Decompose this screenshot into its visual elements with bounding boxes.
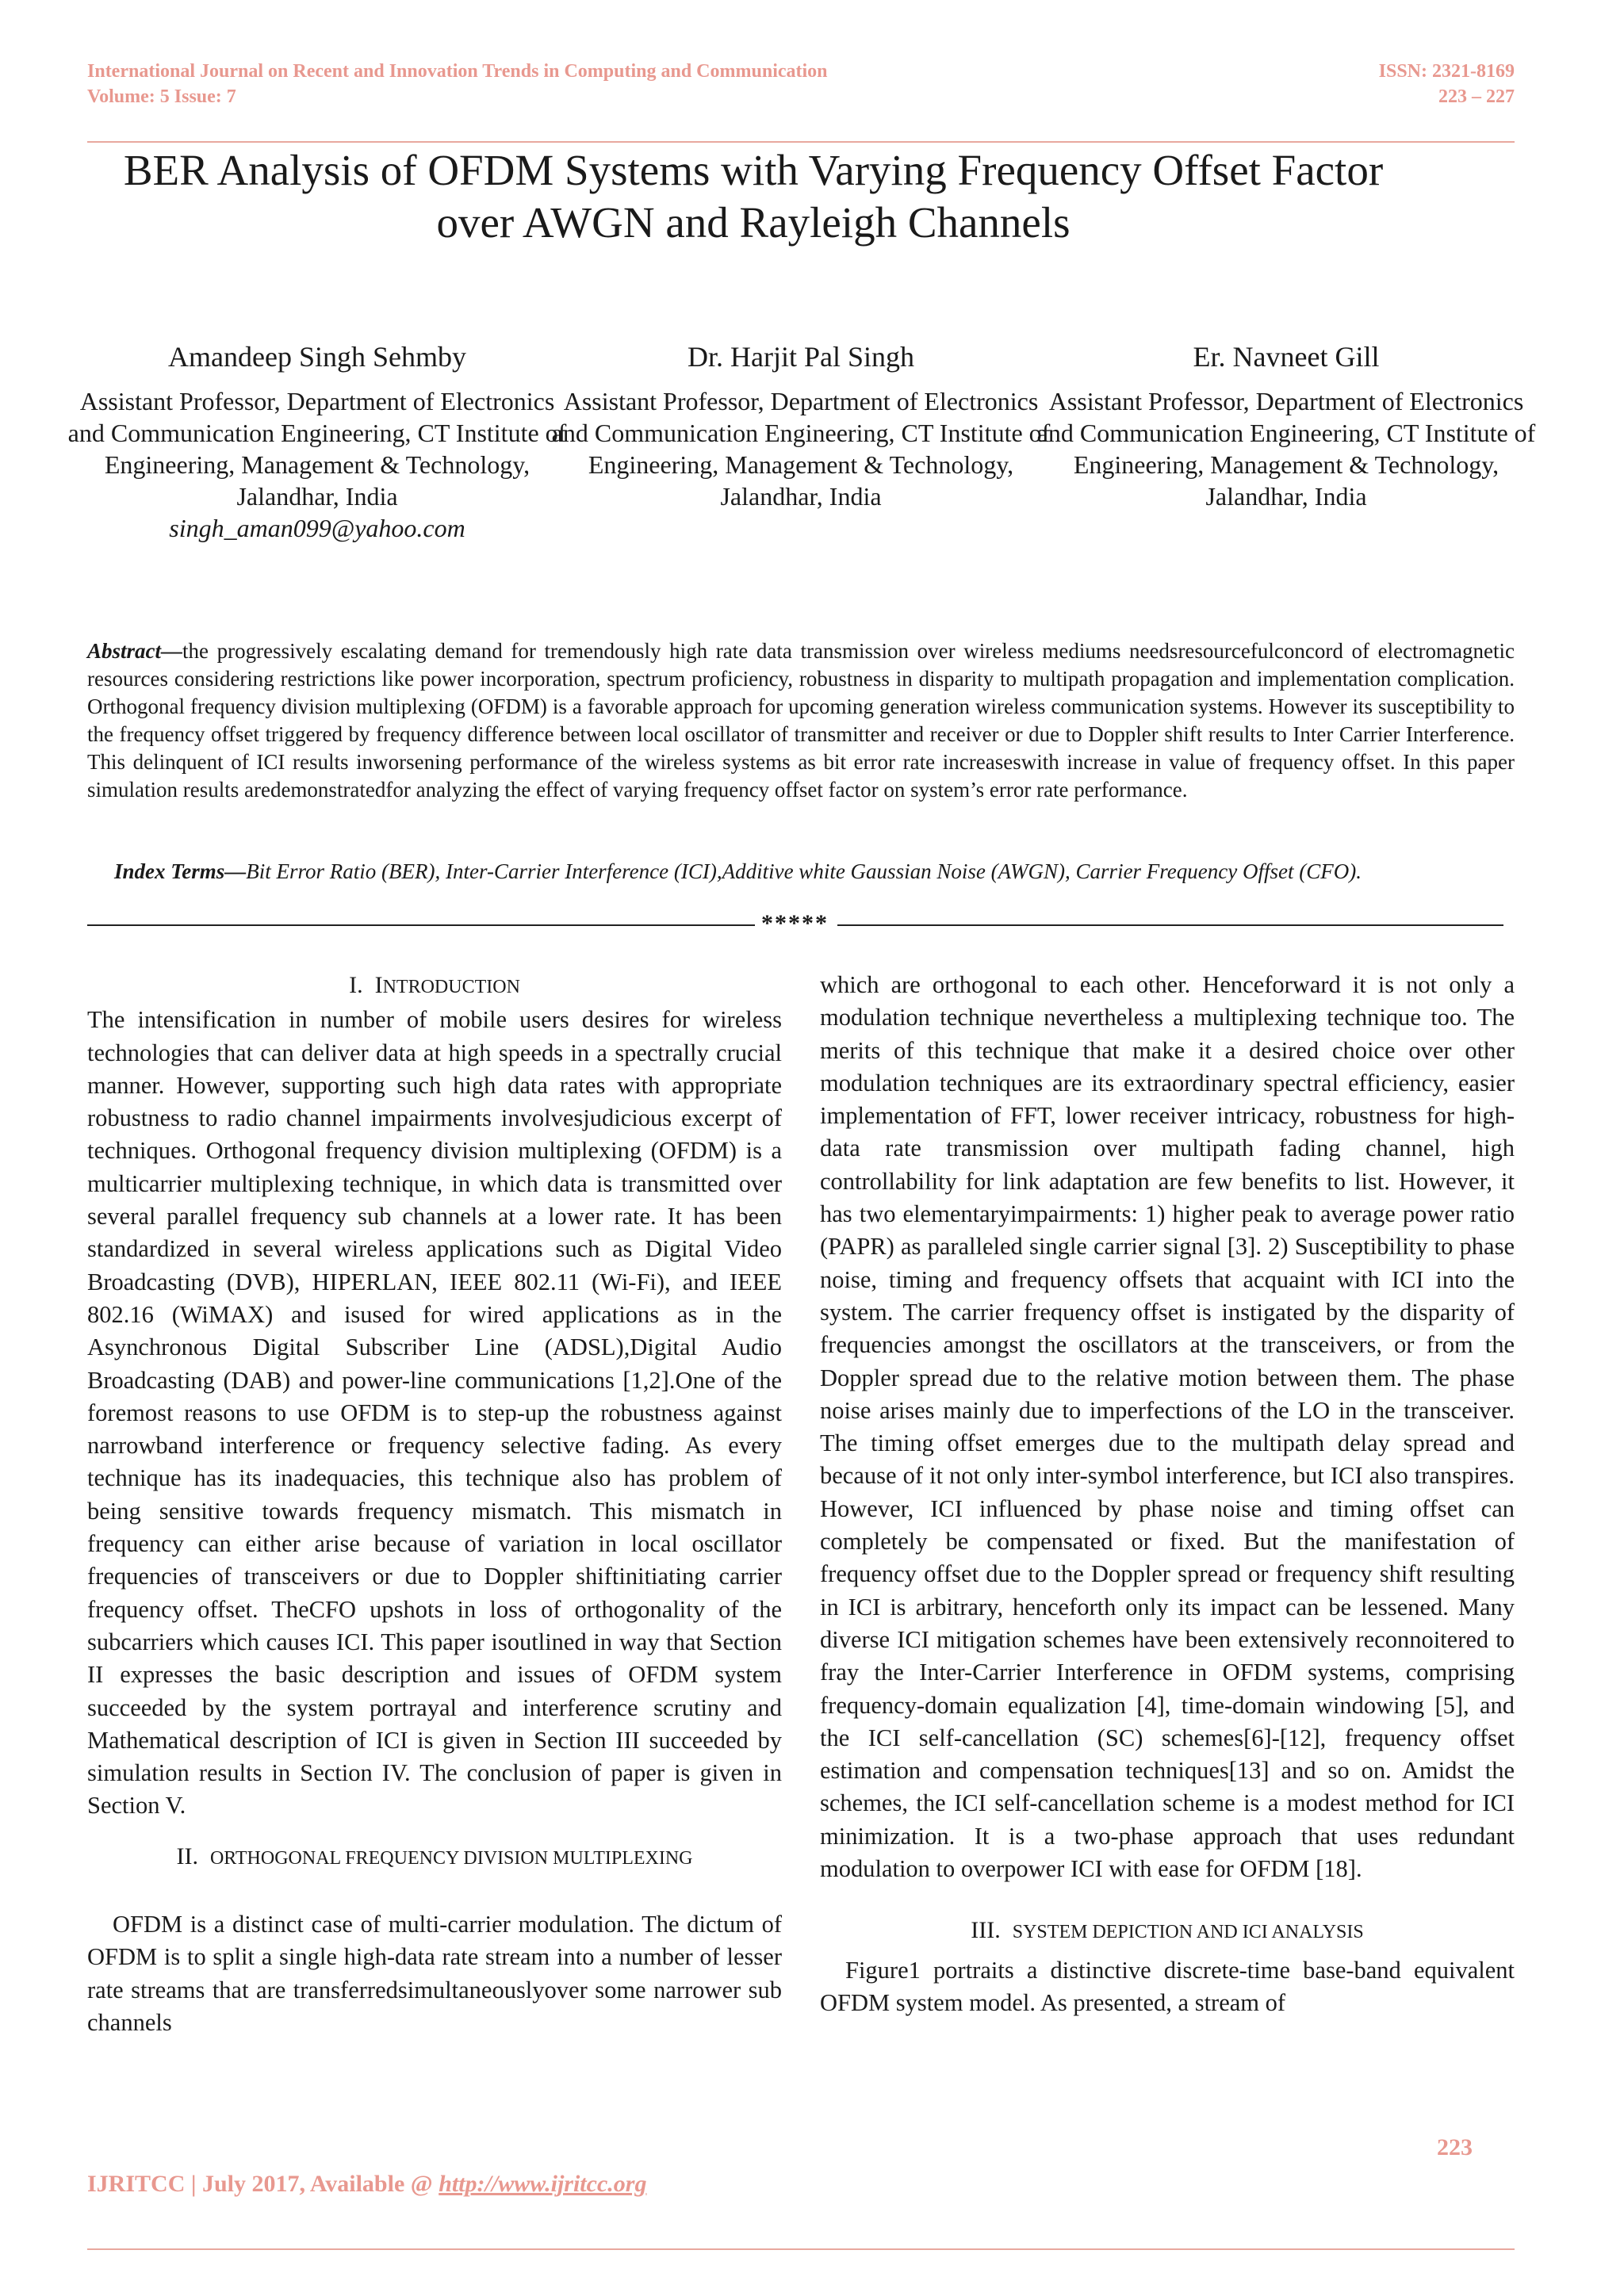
section-title-initial: I [374, 972, 383, 998]
separator-rule-right [837, 924, 1503, 926]
journal-volume: Volume: 5 Issue: 7 [87, 86, 236, 107]
author-name: Dr. Harjit Pal Singh [688, 341, 914, 373]
section-title: ORTHOGONAL FREQUENCY DIVISION MULTIPLEXING [209, 1847, 693, 1869]
abstract-text: the progressively escalating demand for tremendously high rate data transmission over wireless mediums needsresourcefulconcord of electromagnetic resources considering restrictions like power incorporation, spectrum proficiency, robustness in disparity to multipath propagation and implementation complication. Orthogonal frequency division multiplexing (OFDM) is a favorable approach for upcoming generation wireless communication systems. However its susceptibility to the frequency offset triggered by frequency difference between local oscillator of transmitter and receiver or due to Doppler shift results to Inter Carrier Interference. This delinquent of ICI results inworsening performance of the wireless systems as bit error rate increaseswith increase in value of frequency offset. In this paper simulation results aredemonstratedfor analyzing the effect of varying frequency offset factor on system’s error rate performance. [87, 639, 1515, 802]
journal-name: International Journal on Recent and Innovation Trends in Computing and Communication [87, 61, 828, 82]
section-number: II. [176, 1843, 198, 1869]
section-heading-ofdm [87, 1840, 782, 1875]
author-affiliation: Assistant Professor, Department of Electronics and Communication Engineering, CT Institute of Engineering, Management & Technology, Jalandhar, India [67, 387, 567, 511]
footer-rule [87, 2248, 1515, 2250]
separator-stars: ***** [761, 910, 829, 936]
left-column [87, 969, 782, 2039]
header-rule [87, 141, 1515, 143]
separator-rule-left [87, 924, 755, 926]
ofdm-text-left: OFDM is a distinct case of multi-carrier modulation. The dictum of OFDM is to split a single high-data rate stream into a number of lesser rate streams that are transferredsimultaneouslyover some narrower sub channels [87, 1911, 782, 2036]
index-terms-text: Bit Error Ratio (BER), Inter-Carrier Interference (ICI),Additive white Gaussian Noise (AWGN), Carrier Frequency Offset (CFO). [246, 859, 1362, 883]
footer-text [87, 2171, 646, 2198]
section-number: III. [971, 1917, 1001, 1944]
index-terms-label: Index Terms— [114, 859, 247, 883]
section-title-rest: NTRODUCTION [382, 977, 520, 997]
abstract-label: Abstract— [87, 639, 183, 663]
author-block-2 [547, 339, 1055, 512]
section-number: I. [349, 972, 363, 998]
section-heading-introduction [87, 969, 782, 1004]
footer-link[interactable]: http://www.ijritcc.org [439, 2171, 647, 2197]
index-terms [87, 858, 1515, 886]
author-email: singh_aman099@yahoo.com [169, 514, 465, 542]
journal-issn: ISSN: 2321-8169 [1378, 61, 1515, 82]
abstract [87, 637, 1515, 804]
author-name: Amandeep Singh Sehmby [168, 341, 466, 373]
author-name: Er. Navneet Gill [1193, 341, 1380, 373]
system-depiction-text: Figure1 portraits a distinctive discrete-time base-band equivalent OFDM system model. As presented, a stream of [820, 1956, 1515, 2016]
author-block-3 [1032, 339, 1540, 512]
author-affiliation: Assistant Professor, Department of Electronics and Communication Engineering, CT Institute of Engineering, Management & Technology, Jalandhar, India [551, 387, 1051, 511]
page-number: 223 [1437, 2134, 1473, 2160]
ofdm-text-right: which are orthogonal to each other. Henceforward it is not only a modulation technique nevertheless a multiplexing technique too. The merits of this technique that make it a desired choice over other modulation techniques are its extraordinary spectral efficiency, easier implementation of FFT, lower receiver intricacy, robustness for high-data rate transmission over multipath fading channel, high controllability for link adaptation are few benefits to list. However, it has two elementaryimpairments: 1) higher peak to average power ratio (PAPR) as paralleled single carrier signal [3]. 2) Susceptibility to phase noise, timing and frequency offsets that acquaint with ICI into the system. The carrier frequency offset is instigated by the disparity of frequencies amongst the oscillators at the transceivers, or from the Doppler spread due to the relative motion between them. The phase noise arises mainly due to imperfections of the LO in the transceiver. The timing offset emerges due to the multipath delay spread and because of it not only inter-symbol interference, but ICI also transpires. However, ICI influenced by phase noise and timing offset can completely be compensated or fixed. But the manifestation of frequency offset due to the Doppler spread or frequency shift resulting in ICI is arbitrary, henceforth only its impact can be lessened. Many diverse ICI mitigation schemes have been extensively reconnoitered to fray the Inter-Carrier Interference in OFDM systems, comprising frequency-domain equalization [4], time-domain windowing [5], and the ICI self-cancellation (SC) schemes[6]-[12], frequency offset estimation and compensation techniques[13] and so on. Amidst the schemes, the ICI self-cancellation scheme is a modest method for ICI minimization. It is a two-phase approach that uses redundant modulation to overpower ICI with ease for OFDM [18]. [820, 971, 1515, 1883]
section-title: SYSTEM DEPICTION AND ICI ANALYSIS [1012, 1922, 1364, 1943]
introduction-text: The intensification in number of mobile users desires for wireless technologies that can deliver data at high speeds in a spectrally crucial manner. However, supporting such high data rates with appropriate robustness to radio channel impairments involvesjudicious excerpt of techniques. Orthogonal frequency division multiplexing (OFDM) is a multicarrier multiplexing technique, in which data is transmitted over several parallel frequency sub channels at a lower rate. It has been standardized in several wireless applications such as Digital Video Broadcasting (DVB), HIPERLAN, IEEE 802.11 (Wi-Fi), and IEEE 802.16 (WiMAX) and isused for wired applications as in the Asynchronous Digital Subscriber Line (ADSL),Digital Audio Broadcasting (DAB) and power-line communications [1,2].One of the foremost reasons to use OFDM is to step-up the robustness against narrowband interference or frequency selective fading. As every technique has its inadequacies, this technique also has problem of being sensitive towards frequency mismatch. This mismatch in frequency can either arise because of variation in local oscillator frequencies of transceivers or due to Doppler shiftinitiating carrier frequency offset. TheCFO upshots in loss of orthogonality of the subcarriers which causes ICI. This paper isoutlined in way that Section II expresses the basic description and issues of OFDM system succeeded by the system portrayal and interference scrutiny and Mathematical description of ICI is given in Section III succeeded by simulation results in Section IV. The conclusion of paper is given in Section V. [87, 1006, 782, 1820]
footer-label: IJRITCC | July 2017, Available @ [87, 2171, 439, 2197]
author-block-1 [63, 339, 571, 544]
journal-pages: 223 – 227 [1438, 86, 1515, 107]
right-column [820, 969, 1515, 2019]
author-affiliation: Assistant Professor, Department of Electronics and Communication Engineering, CT Institute of Engineering, Management & Technology, Jalandhar, India [1036, 387, 1536, 511]
section-heading-system-depiction [820, 1914, 1515, 1949]
paper-title: BER Analysis of OFDM Systems with Varying Frequency Offset Factor over AWGN and Rayleigh Channels [123, 146, 1384, 247]
